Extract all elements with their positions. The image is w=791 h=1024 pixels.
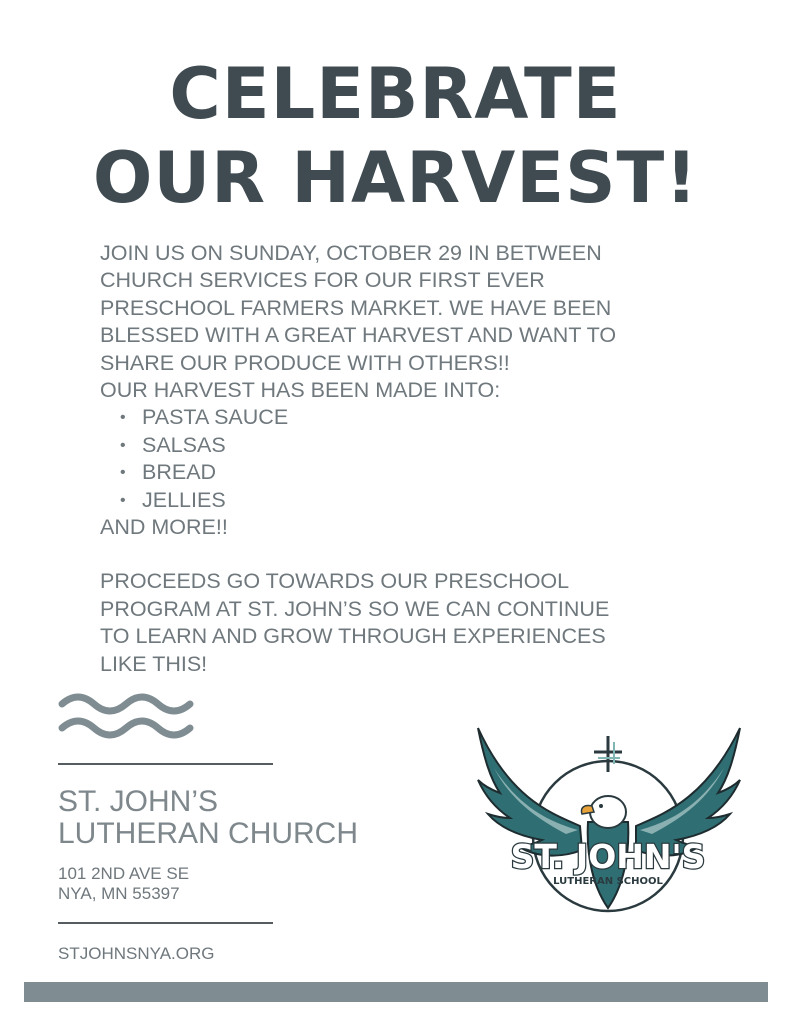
logo-main-text: ST. JOHN'S [510,837,706,876]
harvest-items-list [100,404,740,514]
website-link[interactable]: STJOHNSNYA.ORG [58,944,215,963]
church-address [58,864,189,904]
church-name-line-2: LUTHERAN CHURCH [58,817,359,850]
title-line-2: OUR HARVEST! [92,137,699,219]
church-name-line-1: ST. JOHN’S [58,785,219,818]
eagle-emblem-icon [470,718,750,918]
intro-line: CHURCH SERVICES FOR OUR FIRST EVER [100,268,545,293]
footer-bar [24,982,768,1002]
logo-sub-text: LUTHERAN SCHOOL [553,876,663,887]
proceeds-line: TO LEARN AND GROW THROUGH EXPERIENCES [100,624,606,649]
address-line-1: 101 2ND AVE SE [58,864,190,883]
list-item: • BREAD [120,459,740,486]
waves-icon [58,690,194,740]
proceeds-line: LIKE THIS! [100,651,208,676]
and-more-text: AND MORE!! [100,515,228,540]
church-name [58,786,358,850]
address-line-2: NYA, MN 55397 [58,884,180,903]
flyer-title [0,52,791,220]
intro-line: JOIN US ON SUNDAY, OCTOBER 29 IN BETWEEN [100,241,602,265]
intro-line: SHARE OUR PRODUCE WITH OTHERS!! [100,350,510,375]
proceeds-line: PROGRAM AT ST. JOHN’S SO WE CAN CONTINUE [100,596,610,621]
divider-top [58,763,273,765]
intro-line: BLESSED WITH A GREAT HARVEST AND WANT TO [100,323,617,348]
divider-bottom [58,922,273,924]
intro-line: OUR HARVEST HAS BEEN MADE INTO: [100,378,501,403]
proceeds-line: PROCEEDS GO TOWARDS OUR PRESCHOOL [100,569,570,594]
list-item: • JELLIES [120,487,740,514]
list-item: • SALSAS [120,432,740,459]
title-line-1: CELEBRATE [169,53,622,135]
flyer-body [100,240,740,678]
intro-line: PRESCHOOL FARMERS MARKET. WE HAVE BEEN [100,295,612,320]
list-item: • PASTA SAUCE [120,404,740,431]
